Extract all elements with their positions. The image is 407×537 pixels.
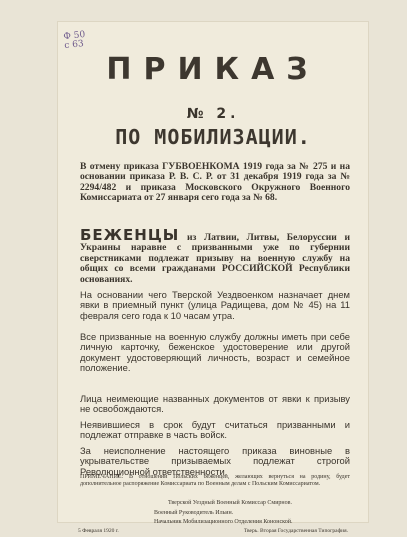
poster-sheet (58, 22, 368, 534)
paragraph-appearance: На основании чего Тверской Уездвоенком назначает днем явки в приемный пункт (улица Радищева, дом № 45) на 11 февраля сего года к 10 часам утра. (80, 289, 350, 321)
paragraph-documents: Все призванные на военную службу должны иметь при себе личную карточку, беженское удостоверение или другой документ удостоверяющий личность, возраст и семейное положение. (80, 331, 350, 374)
stamp-line-1: Ф 50 (63, 29, 86, 43)
order-title: ПРИКАЗ (106, 52, 320, 87)
printer-imprint: Тверь. Вторая Государственная Типография. (243, 528, 348, 534)
refugees-text: из Латвии, Литвы, Белоруссии и Украины наравне с призванными уже по губернии сверстниками подлежат призыву на военную службу на общих со всеми гражданами РОССИЙСКОЙ Республики основаниях. (80, 232, 350, 285)
refugees-heading: БЕЖЕНЦЫ (80, 226, 180, 244)
paragraph-refugees (80, 226, 350, 285)
paragraph-no-exemption: Лица неимеющие названных документов от явки к призыву не освобождаются. (80, 393, 350, 415)
signature-commissar: Тверской Уездный Военный Комиссар Смирнов. (168, 500, 292, 506)
paragraph-absentees: Неявившиеся в срок будут считаться призванными и подлежат отправке в часть войск. (80, 419, 350, 441)
issue-date: 5 Февраля 1920 г. (78, 528, 119, 534)
order-number: № 2. (186, 106, 240, 122)
signature-military-head: Военный Руководитель Ильин. (154, 510, 234, 516)
stamp-line-2: с 63 (63, 39, 85, 52)
signature-mobilization-head: Начальник Мобилизационного Отделения Кононской. (154, 519, 293, 525)
archive-stamp (63, 31, 87, 51)
footnote: ПРИМЕЧАНИЕ: В отношении Польских беженцев, желающих вернуться на родину, будет дополнительное распоряжение Комиссариата по Военным делам с Польским Комиссариатом. (80, 474, 350, 487)
paragraph-responsibility: За неисполнение настоящего приказа виновные в укрывательстве призываемых подлежат строгой Революционной ответственности. (80, 445, 350, 477)
order-subtitle: ПО МОБИЛИЗАЦИИ. (115, 125, 311, 149)
paragraph-preamble: В отмену приказа ГУБВОЕНКОМА 1919 года за № 275 и на основании приказа Р. В. С. Р. от 31 декабря 1919 года за № 2294/482 и приказа Московского Окружного Военного Комиссариата от 27 января сего года за № 68. (80, 161, 350, 204)
